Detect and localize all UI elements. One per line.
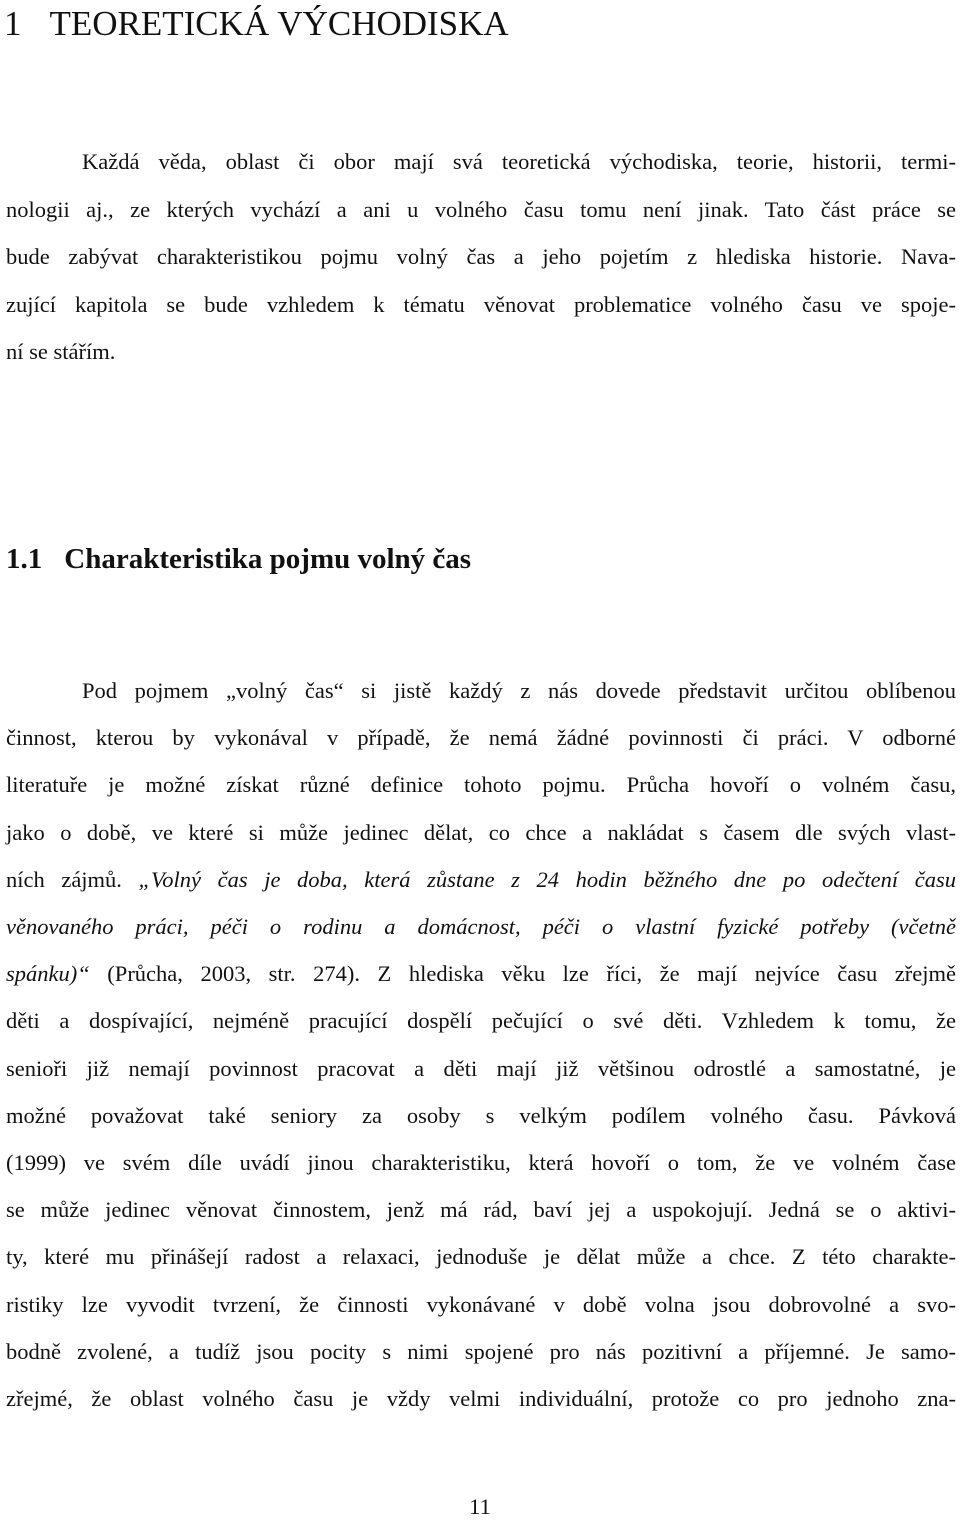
paragraph-line: bodně zvolené, a tudíž jsou pocity s nimi spojené pro nás pozitivní a příjemné. Je samo- [6, 1338, 956, 1364]
chapter-heading [4, 2, 509, 46]
quotation-italic: „Volný čas je doba, která zůstane z 24 hodin běžného dne po odečtení času [138, 866, 957, 892]
paragraph-line: možné považovat také seniory za osoby s velkým podílem volného času. Pávková [6, 1102, 956, 1128]
section-heading [6, 537, 471, 581]
page-number: 11 [469, 1494, 491, 1519]
paragraph-line: ty, které mu přinášejí radost a relaxaci, jednoduše je dělat může a chce. Z této charakte- [6, 1244, 956, 1270]
section-number: 1.1 [6, 543, 43, 575]
paragraph-line: zující kapitola se bude vzhledem k tématu věnovat problematice volného času ve spoje- [6, 291, 956, 317]
paragraph-line: činnost, kterou by vykonával v případě, že nemá žádné povinnosti či práci. V odborné [6, 725, 956, 751]
paragraph-line: zřejmé, že oblast volného času je vždy velmi individuální, protože co pro jednoho zna- [6, 1386, 956, 1412]
paragraph-line: literatuře je možné získat různé definice tohoto pojmu. Průcha hovoří o volném času, [6, 772, 956, 798]
section-paragraph [6, 667, 956, 1422]
paragraph-line: ní se stářím. [6, 339, 116, 364]
line-text: ních zájmů. [6, 866, 139, 892]
paragraph-line: jako o době, ve které si může jedinec dělat, co chce a nakládat s časem dle svých vlast- [6, 819, 956, 845]
paragraph-line: senioři již nemají povinnost pracovat a děti mají již většinou odrostlé a samostatné, je [6, 1055, 956, 1081]
chapter-number: 1 [4, 4, 22, 43]
paragraph-line [6, 950, 956, 997]
paragraph-line: (1999) ve svém díle uvádí jinou charakteristiku, která hovoří o tom, že ve volném čase [6, 1150, 956, 1176]
citation-text: (Průcha, 2003, str. 274). Z hlediska věku lze říci, že mají nejvíce času zřejmě [89, 961, 956, 987]
paragraph-line: Pod pojmem „volný čas“ si jistě každý z nás dovede představit určitou oblíbenou [82, 678, 956, 703]
paragraph-line [6, 903, 956, 950]
paragraph-line: nologii aj., ze kterých vychází a ani u volného času tomu není jinak. Tato část práce se [6, 196, 956, 222]
intro-paragraph [6, 138, 956, 376]
paragraph-line: Každá věda, oblast či obor mají svá teoretická východiska, teorie, historii, termi- [82, 149, 956, 174]
section-title: Charakteristika pojmu volný čas [64, 543, 472, 575]
quotation-italic: spánku)“ [6, 961, 90, 987]
paragraph-line: bude zabývat charakteristikou pojmu volný čas a jeho pojetím z hlediska historie. Nava- [6, 244, 956, 269]
paragraph-line [6, 856, 956, 903]
chapter-title: TEORETICKÁ VÝCHODISKA [49, 4, 509, 43]
paragraph-line: ristiky lze vyvodit tvrzení, že činnosti vykonávané v době volna jsou dobrovolné a svo- [6, 1291, 956, 1317]
paragraph-line: se může jedinec věnovat činnostem, jenž má rád, baví jej a uspokojují. Jedná se o aktivi- [6, 1197, 956, 1223]
quotation-italic: věnovaného práci, péči o rodinu a domácnost, péči o vlastní fyzické potřeby (včetně [6, 914, 956, 940]
paragraph-line: děti a dospívající, nejméně pracující dospělí pečující o své děti. Vzhledem k tomu, že [6, 1008, 956, 1034]
